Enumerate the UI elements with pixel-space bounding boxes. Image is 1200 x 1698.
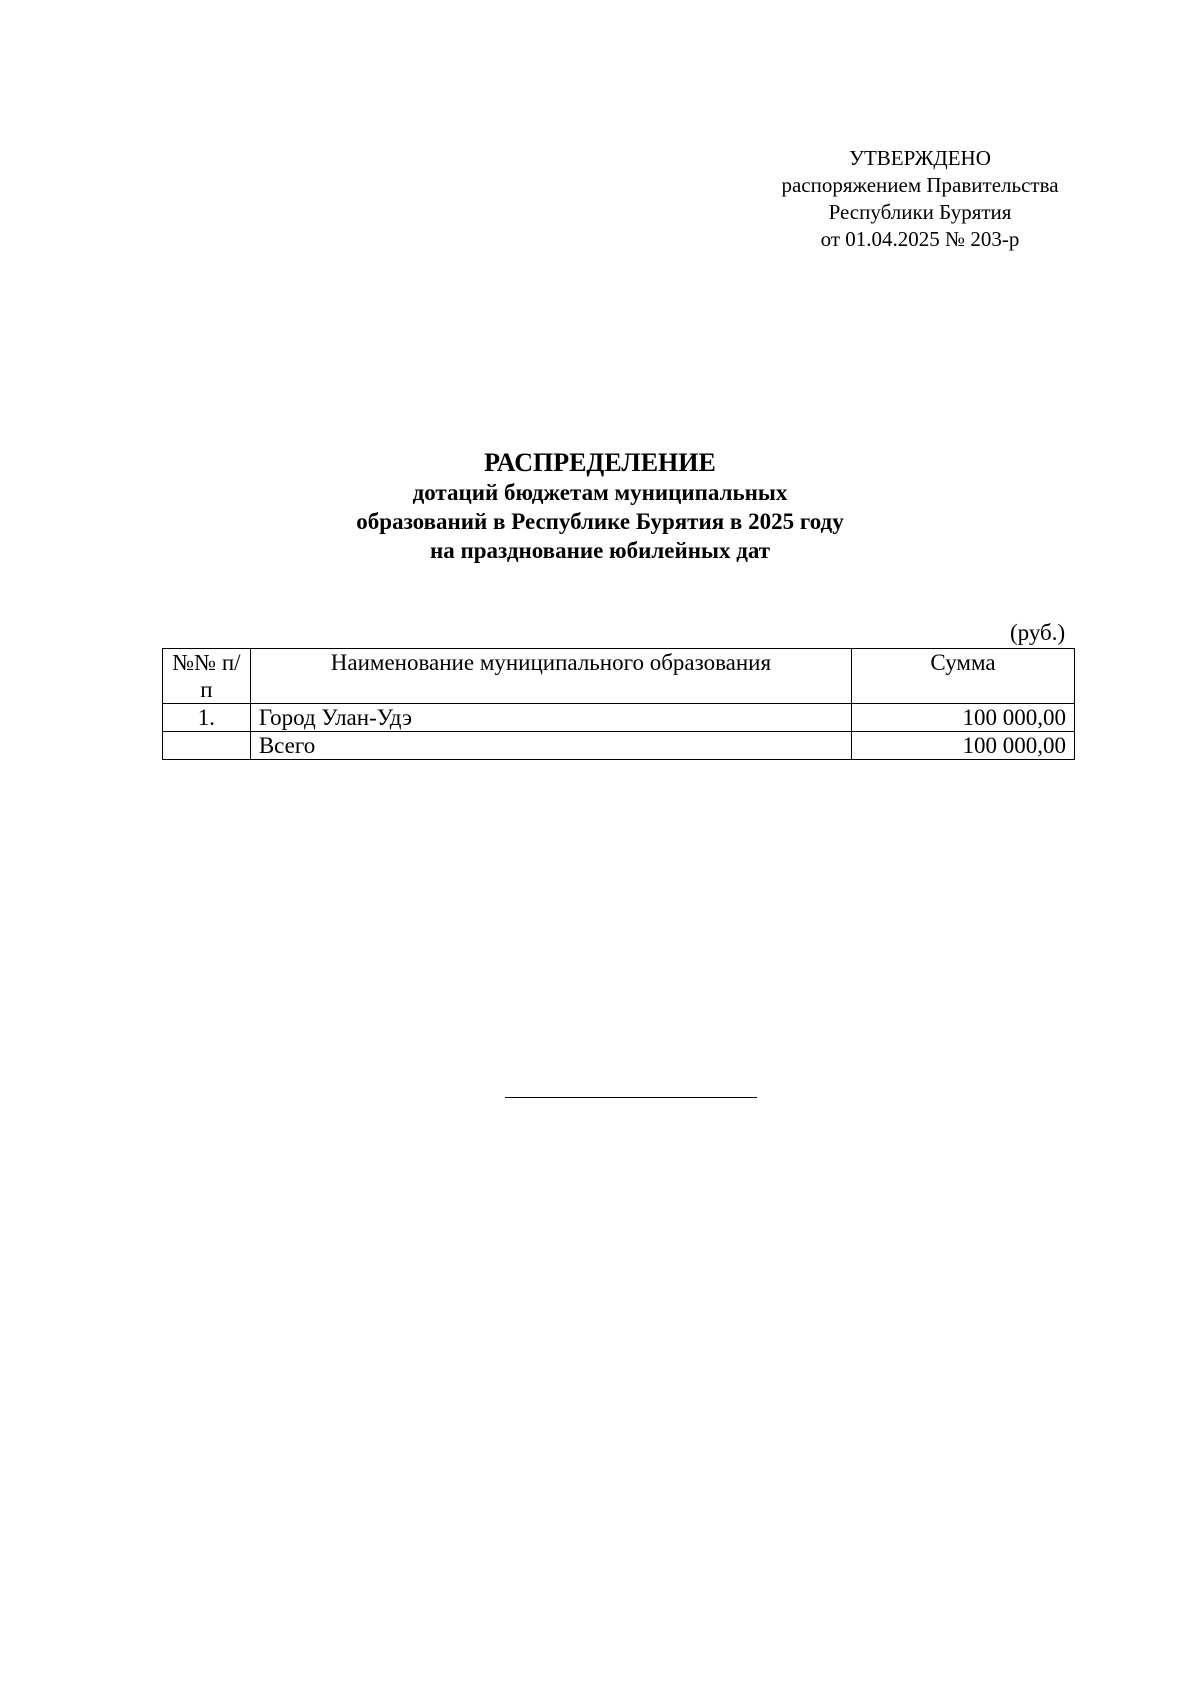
- approval-block: [740, 145, 1100, 253]
- row-number: 1.: [163, 704, 251, 732]
- approval-region: Республики Бурятия: [828, 200, 1012, 224]
- title-main: РАСПРЕДЕЛЕНИЕ: [484, 448, 716, 477]
- table-row-total: [163, 732, 1075, 760]
- approval-authority: распоряжением Правительства: [781, 173, 1059, 197]
- row-number: [163, 732, 251, 760]
- table-row: [163, 704, 1075, 732]
- currency-unit: (руб.): [1010, 620, 1066, 645]
- header-municipality: Наименование муниципального образования: [250, 649, 851, 704]
- header-sum: Сумма: [852, 649, 1075, 704]
- approval-date-number: от 01.04.2025 № 203-р: [820, 227, 1020, 251]
- row-municipality: Всего: [250, 732, 851, 760]
- row-sum: 100 000,00: [852, 732, 1075, 760]
- distribution-table: [162, 648, 1075, 760]
- header-number: №№ п/п: [163, 649, 251, 704]
- title-line-3: на празднование юбилейных дат: [429, 538, 771, 563]
- document-end-line: [505, 1097, 757, 1098]
- title-line-1: дотаций бюджетам муниципальных: [412, 480, 788, 505]
- table-header-row: [163, 649, 1075, 704]
- document-title: [0, 448, 1200, 565]
- row-municipality: Город Улан-Удэ: [250, 704, 851, 732]
- row-sum: 100 000,00: [852, 704, 1075, 732]
- approval-heading: УТВЕРЖДЕНО: [849, 146, 991, 170]
- title-line-2: образований в Республике Бурятия в 2025 году: [356, 509, 844, 534]
